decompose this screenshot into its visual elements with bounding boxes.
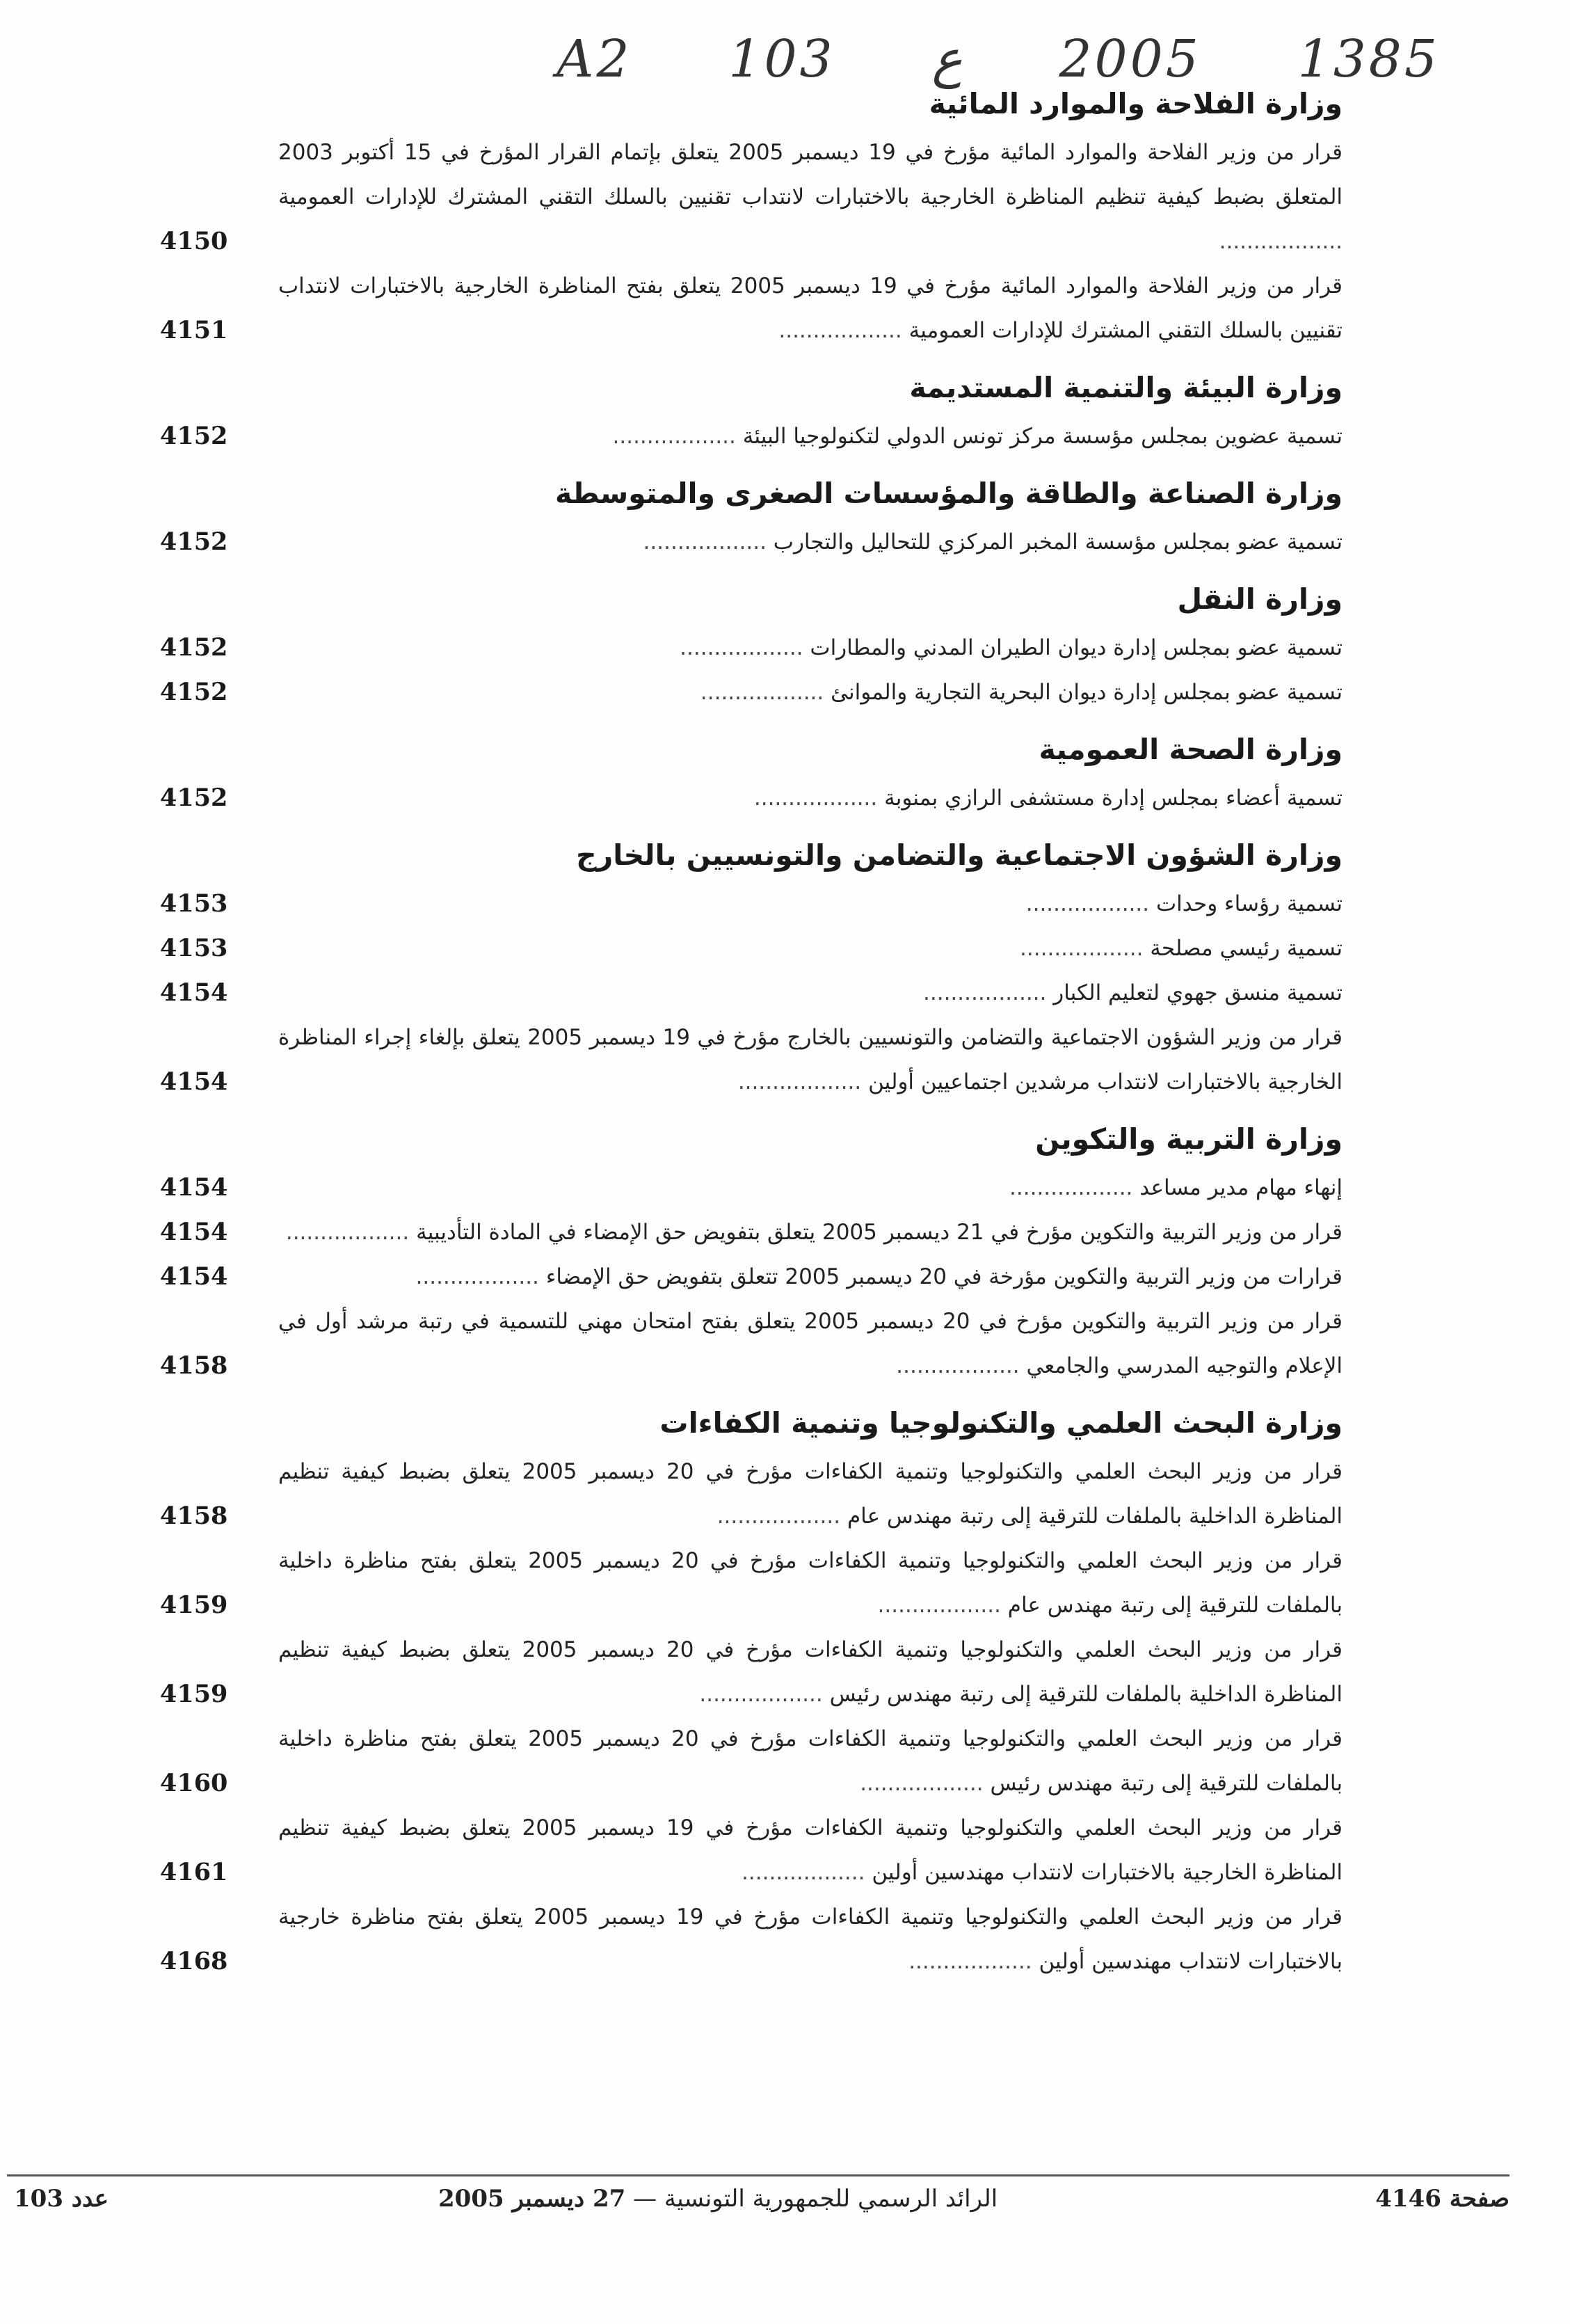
toc-entry-title: قرار من وزير البحث العلمي والتكنولوجيا وتنمية الكفاءات مؤرخ في 19 ديسمبر 2005 يتعلق بفتح مناظرة خارجية بالاختبارات لانتداب مهندسين أولين	[278, 1904, 1343, 1974]
toc-entry-title: قرار من وزير البحث العلمي والتكنولوجيا وتنمية الكفاءات مؤرخ في 20 ديسمبر 2005 يتعلق بضبط كيفية تنظيم المناظرة الداخلية بالملفات للترقية إلى رتبة مهندس رئيس	[278, 1637, 1343, 1707]
toc-entry-title: قرار من وزير البحث العلمي والتكنولوجيا وتنمية الكفاءات مؤرخ في 20 ديسمبر 2005 يتعلق بفتح مناظرة داخلية بالملفات للترقية إلى رتبة مهندس رئيس	[278, 1726, 1343, 1796]
toc-entry-page-number: 4159	[160, 1591, 228, 1619]
toc-entry-page-number: 4151	[160, 316, 228, 344]
toc-entry-page-number: 4168	[160, 1947, 228, 1975]
dot-leader: ..................	[742, 1860, 872, 1885]
footer-page-number: صفحة 4146	[1375, 2185, 1509, 2213]
toc-entry-title: تسمية رئيسي مصلحة	[1150, 936, 1343, 961]
toc-entry[interactable]	[160, 926, 1343, 971]
table-of-contents	[160, 87, 1343, 1984]
dot-leader: ..................	[700, 680, 831, 705]
dot-leader: ..................	[643, 530, 774, 555]
section-title: وزارة البحث العلمي والتكنولوجيا وتنمية الكفاءات	[659, 1406, 1343, 1440]
toc-entry-text	[278, 1299, 1343, 1388]
toc-entry-text	[278, 1015, 1343, 1104]
toc-entry-text	[278, 520, 1343, 564]
toc-entry[interactable]	[160, 1015, 1343, 1104]
handwritten-note	[556, 21, 1440, 97]
toc-entry-title: قرار من وزير البحث العلمي والتكنولوجيا وتنمية الكفاءات مؤرخ في 20 ديسمبر 2005 يتعلق بفتح مناظرة داخلية بالملفات للترقية إلى رتبة مهندس عام	[278, 1548, 1343, 1618]
toc-entry-page-number: 4154	[160, 978, 228, 1007]
toc-entry[interactable]	[160, 1627, 1343, 1717]
toc-entry-text	[278, 130, 1343, 264]
toc-entry-page-number: 4152	[160, 678, 228, 706]
footer-issue-number: عدد 103	[14, 2185, 109, 2213]
toc-entry-page-number: 4152	[160, 422, 228, 450]
footer-journal-line	[438, 2185, 998, 2213]
toc-entry-title: قرارات من وزير التربية والتكوين مؤرخة في 20 ديسمبر 2005 تتعلق بتفويض حق الإمضاء	[545, 1264, 1343, 1289]
handwritten-year: 2005	[1059, 29, 1201, 89]
toc-entry-title: تسمية رؤساء وحدات	[1155, 891, 1343, 916]
toc-entry-text	[278, 1165, 1343, 1210]
toc-entry-text	[278, 670, 1343, 715]
toc-entry-title: قرار من وزير البحث العلمي والتكنولوجيا وتنمية الكفاءات مؤرخ في 20 ديسمبر 2005 يتعلق بضبط كيفية تنظيم المناظرة الداخلية بالملفات للترقية إلى رتبة مهندس عام	[278, 1459, 1343, 1529]
handwritten-ref: 1385	[1297, 29, 1440, 89]
dot-leader: ..................	[1020, 936, 1151, 961]
toc-entry-page-number: 4154	[160, 1262, 228, 1291]
toc-entry-text	[278, 1538, 1343, 1627]
toc-entry-page-number: 4153	[160, 889, 228, 918]
toc-entry-title: تسمية عضو بمجلس مؤسسة المخبر المركزي للتحاليل والتجارب	[773, 530, 1343, 555]
toc-entry-page-number: 4158	[160, 1351, 228, 1380]
toc-entry[interactable]	[160, 1299, 1343, 1388]
toc-entry-text	[278, 626, 1343, 670]
toc-entry-page-number: 4150	[160, 227, 228, 255]
toc-entry-text	[278, 776, 1343, 820]
toc-entry[interactable]	[160, 1538, 1343, 1627]
dot-leader: ..................	[612, 424, 743, 449]
handwritten-code: A2	[556, 29, 632, 89]
toc-entry-page-number: 4154	[160, 1173, 228, 1202]
toc-entry-text	[278, 1255, 1343, 1299]
toc-entry-page-number: 4159	[160, 1680, 228, 1708]
toc-entry[interactable]	[160, 1449, 1343, 1538]
toc-entry-title: إنهاء مهام مدير مساعد	[1139, 1175, 1343, 1200]
section-title: وزارة التربية والتكوين	[1035, 1122, 1343, 1156]
toc-entry[interactable]	[160, 670, 1343, 715]
section-title: وزارة الصحة العمومية	[1039, 733, 1343, 766]
toc-entry-text	[278, 414, 1343, 459]
toc-entry-title: تسمية منسق جهوي لتعليم الكبار	[1053, 980, 1343, 1005]
dot-leader: ..................	[415, 1264, 546, 1289]
dot-leader: ..................	[1219, 229, 1343, 254]
dot-leader: ..................	[753, 786, 885, 811]
toc-entry-page-number: 4152	[160, 527, 228, 556]
handwritten-letter: ع	[931, 29, 963, 89]
toc-entry-text	[278, 1210, 1343, 1255]
toc-entry[interactable]	[160, 414, 1343, 459]
dot-leader: ..................	[699, 1682, 830, 1707]
section-title: وزارة البيئة والتنمية المستديمة	[909, 371, 1343, 404]
toc-entry-page-number: 4158	[160, 1502, 228, 1530]
toc-entry-page-number: 4152	[160, 633, 228, 662]
toc-entry-text	[278, 971, 1343, 1015]
toc-entry-page-number: 4153	[160, 934, 228, 962]
toc-entry-page-number: 4152	[160, 783, 228, 812]
toc-entry-title: قرار من وزير التربية والتكوين مؤرخ في 21 ديسمبر 2005 يتعلق بتفويض حق الإمضاء في المادة التأديبية	[416, 1220, 1343, 1245]
dot-leader: ..................	[778, 318, 909, 343]
section-title: وزارة النقل	[1177, 582, 1343, 616]
toc-entry-text	[278, 882, 1343, 926]
section-title: وزارة الشؤون الاجتماعية والتضامن والتونسيين بالخارج	[576, 838, 1343, 872]
toc-entry-page-number: 4154	[160, 1218, 228, 1246]
toc-entry[interactable]	[160, 626, 1343, 670]
toc-entry-text	[278, 1895, 1343, 1984]
dot-leader: ..................	[1009, 1175, 1140, 1200]
toc-entry[interactable]	[160, 130, 1343, 264]
toc-entry-text	[278, 1449, 1343, 1538]
toc-entry[interactable]	[160, 776, 1343, 820]
toc-entry-page-number: 4161	[160, 1858, 228, 1886]
toc-entry-text	[278, 1717, 1343, 1806]
toc-entry[interactable]	[160, 1210, 1343, 1255]
toc-entry-title: تسمية عضوين بمجلس مؤسسة مركز تونس الدولي لتكنولوجيا البيئة	[742, 424, 1343, 449]
handwritten-issue: 103	[728, 29, 835, 89]
toc-entry[interactable]	[160, 1806, 1343, 1895]
toc-entry-title: قرار من وزير البحث العلمي والتكنولوجيا وتنمية الكفاءات مؤرخ في 19 ديسمبر 2005 يتعلق بضبط كيفية تنظيم المناظرة الخارجية بالاختبارات لانتداب مهندسين أولين	[278, 1815, 1343, 1885]
toc-entry-text	[278, 1627, 1343, 1717]
toc-entry-title: قرار من وزير الفلاحة والموارد المائية مؤرخ في 19 ديسمبر 2005 يتعلق بفتح المناظرة الخارجية بالاختبارات لانتداب تقنيين بالسلك التقني المشترك للإدارات العمومية	[278, 273, 1343, 343]
toc-entry[interactable]	[160, 520, 1343, 564]
toc-entry[interactable]	[160, 1895, 1343, 1984]
toc-entry-text	[278, 926, 1343, 971]
toc-entry[interactable]	[160, 882, 1343, 926]
dot-leader: ..................	[1025, 891, 1156, 916]
dot-leader: ..................	[877, 1593, 1008, 1618]
toc-entry-page-number: 4154	[160, 1067, 228, 1096]
toc-entry-title: تسمية عضو بمجلس إدارة ديوان البحرية التجارية والموانئ	[831, 680, 1343, 705]
toc-entry-page-number: 4160	[160, 1769, 228, 1797]
section-title: وزارة الصناعة والطاقة والمؤسسات الصغرى والمتوسطة	[555, 477, 1343, 510]
dot-leader: ..................	[896, 1353, 1027, 1378]
dot-leader: ..................	[285, 1220, 417, 1245]
toc-entry-title: تسمية عضو بمجلس إدارة ديوان الطيران المدني والمطارات	[810, 635, 1343, 660]
footer-divider	[7, 2174, 1509, 2176]
toc-entry-title: قرار من وزير التربية والتكوين مؤرخ في 20 ديسمبر 2005 يتعلق بفتح امتحان مهني للتسمية في رتبة مرشد أول في الإعلام والتوجيه المدرسي والجامعي	[278, 1309, 1343, 1378]
toc-entry[interactable]	[160, 971, 1343, 1015]
page-footer	[7, 2185, 1509, 2227]
toc-entry[interactable]	[160, 264, 1343, 353]
dot-leader: ..................	[716, 1504, 847, 1529]
toc-entry-title: قرار من وزير الفلاحة والموارد المائية مؤرخ في 19 ديسمبر 2005 يتعلق بإتمام القرار المؤرخ في 15 أكتوبر 2003 المتعلق بضبط كيفية تنظيم المناظرة الخارجية بالاختبارات لانتداب تقنيين بالسلك التقني المشترك للإدارات العمومية	[278, 140, 1343, 209]
footer-date: 27 ديسمبر 2005	[438, 2185, 626, 2213]
dot-leader: ..................	[737, 1069, 869, 1095]
footer-journal-title: الرائد الرسمي للجمهورية التونسية —	[633, 2185, 998, 2213]
toc-entry-text	[278, 264, 1343, 353]
toc-entry[interactable]	[160, 1717, 1343, 1806]
dot-leader: ..................	[923, 980, 1054, 1005]
section-title: وزارة الفلاحة والموارد المائية	[929, 87, 1343, 120]
dot-leader: ..................	[908, 1949, 1039, 1974]
toc-entry-text	[278, 1806, 1343, 1895]
toc-entry-title: تسمية أعضاء بمجلس إدارة مستشفى الرازي بمنوبة	[884, 786, 1343, 811]
toc-entry[interactable]	[160, 1165, 1343, 1210]
toc-entry[interactable]	[160, 1255, 1343, 1299]
toc-entry-title: قرار من وزير الشؤون الاجتماعية والتضامن والتونسيين بالخارج مؤرخ في 19 ديسمبر 2005 يتعلق بإلغاء إجراء المناظرة الخارجية بالاختبارات لانتداب مرشدين اجتماعيين أولين	[278, 1025, 1343, 1095]
dot-leader: ..................	[860, 1771, 991, 1796]
dot-leader: ..................	[680, 635, 810, 660]
